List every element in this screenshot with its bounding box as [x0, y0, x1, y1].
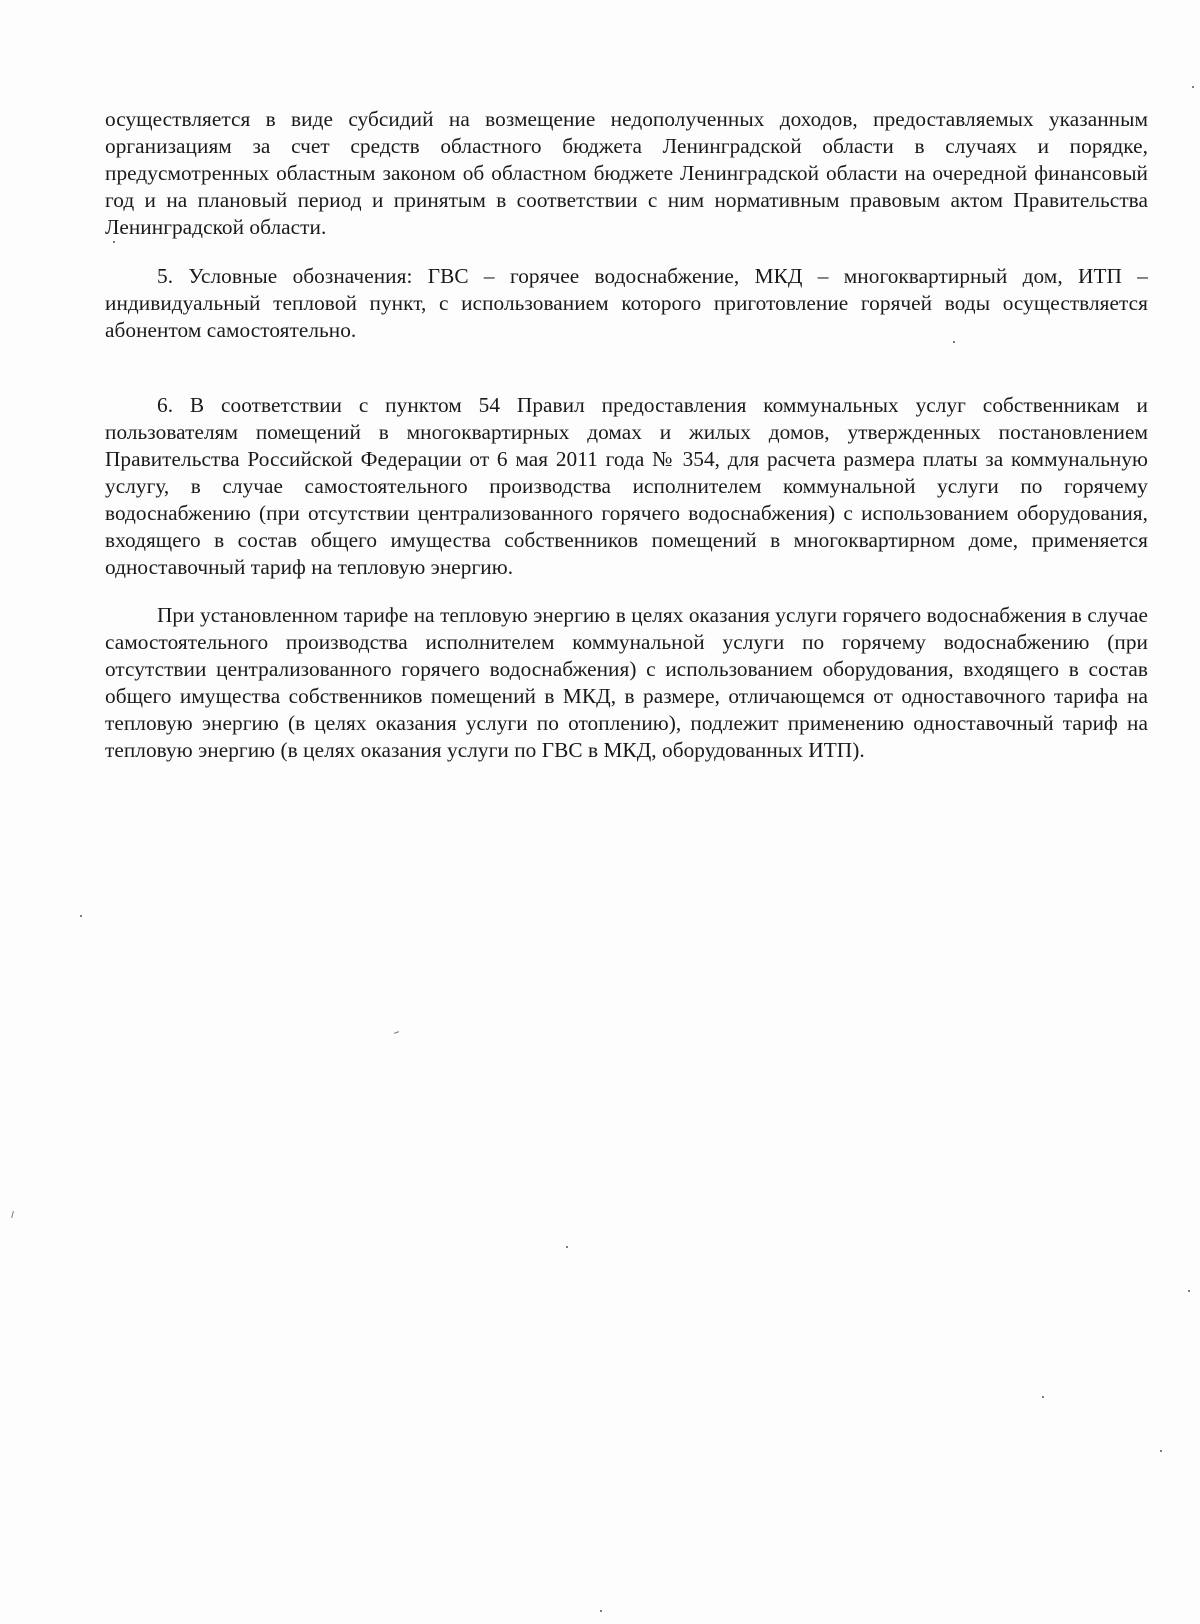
scan-speck	[1160, 1450, 1162, 1452]
scan-speck	[1192, 86, 1194, 88]
paragraph-tariff-note: При установленном тарифе на тепловую энергию в целях оказания услуги горячего водоснабжения в случае самостоятельного производства исполнителем коммунальной услуги по горячему водоснабжению (при отсутствии централизованного горячего водоснабжения) с использованием оборудования, входящего в состав общего имущества собственников помещений в МКД, в размере, отличающемся от одноставочного тарифа на тепловую энергию (в целях оказания услуги по отоплению), подлежит применению одноставочный тариф на тепловую энергию (в целях оказания услуги по ГВС в МКД, оборудованных ИТП).	[105, 603, 1148, 762]
paragraph-item-5: 5. Условные обозначения: ГВС – горячее водоснабжение, МКД – многоквартирный дом, ИТП – индивидуальный тепловой пункт, с использованием которого приготовление горячей воды осуществляется абонентом самостоятельно.	[105, 264, 1148, 342]
scan-mark	[394, 1031, 399, 1034]
scan-speck	[953, 341, 955, 343]
scan-speck	[566, 1246, 568, 1248]
scan-speck	[1188, 1290, 1190, 1292]
scan-speck	[600, 1610, 602, 1612]
scan-speck	[1042, 1396, 1044, 1398]
paragraph-item-6: 6. В соответствии с пунктом 54 Правил предоставления коммунальных услуг собственникам и пользователям помещений в многоквартирных домах и жилых домов, утвержденных постановлением Правительства Российской Федерации от 6 мая 2011 года № 354, для расчета размера платы за коммунальную услугу, в случае самостоятельного производства исполнителем коммунальной услуги по горячему водоснабжению (при отсутствии централизованного горячего водоснабжения) с использованием оборудования, входящего в состав общего имущества собственников помещений в многоквартирном доме, применяется одноставочный тариф на тепловую энергию.	[105, 393, 1148, 579]
scan-speck	[80, 915, 82, 917]
scan-mark	[11, 1211, 14, 1218]
scan-speck	[113, 241, 115, 243]
paragraph-continuation: осуществляется в виде субсидий на возмещение недополученных доходов, предоставляемых указанным организациям за счет средств областного бюджета Ленинградской области в случаях и порядке, предусмотренных областным законом об областном бюджете Ленинградской области на очередной финансовый год и на плановый период и принятым в соответствии с ним нормативным правовым актом Правительства Ленинградской области.	[105, 107, 1148, 239]
